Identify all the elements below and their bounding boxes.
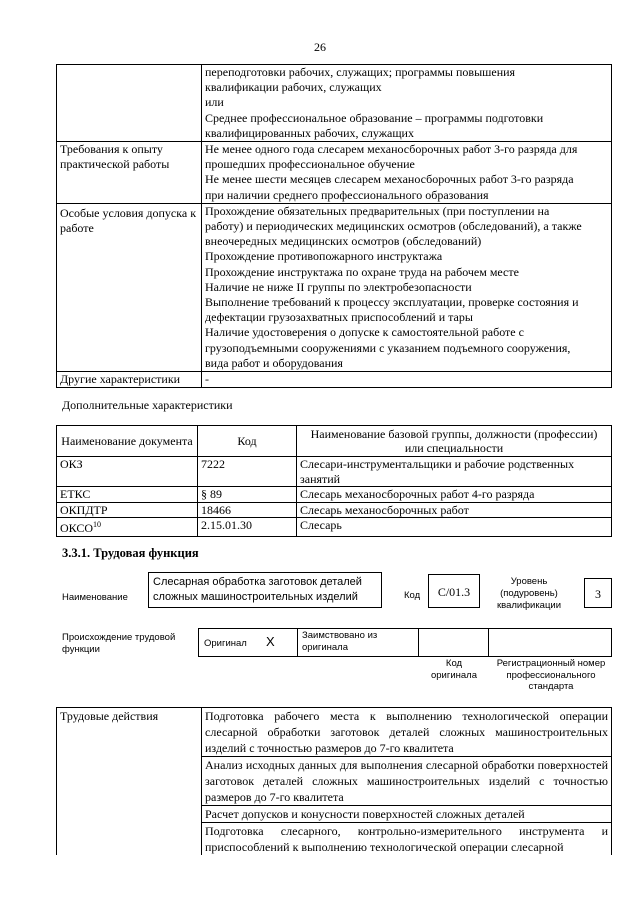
labor-action-item: Анализ исходных данных для выполнения слесарной обработки поверхностей заготовок деталей сложных машиностроительных изделий с точностью размеров до 7-го квалитета: [202, 757, 612, 806]
text-line: переподготовки рабочих, служащих; программы повышения: [205, 65, 516, 79]
table-row: [57, 457, 612, 487]
row-label: Особые условия допуска к работе: [57, 203, 202, 371]
text-line: при наличии среднего профессионального образования: [205, 187, 489, 202]
text-line: прошедших профессиональное обучение: [205, 157, 415, 172]
labor-action-item: Подготовка слесарного, контрольно-измерительного инструмента и приспособлений к выполнению технологической операции слесарной: [202, 823, 612, 856]
row-content: [202, 203, 612, 371]
name-label: Наименование: [62, 592, 128, 603]
level-value: 3: [584, 578, 612, 608]
row-label: Требования к опыту практической работы: [57, 142, 202, 204]
name-cell: Слесарь механосборочных работ: [297, 502, 612, 518]
table-row: [57, 518, 612, 537]
row-label: [57, 65, 202, 142]
origin-label: Происхождение трудовой функции: [62, 632, 176, 655]
name-cell: Слесари-инструментальщики и рабочие родственных занятий: [297, 457, 612, 487]
labor-action-item: Подготовка рабочего места к выполнению технологической операции слесарной обработки заготовок деталей сложных машиностроительных изделий с точностью размеров до 7-го квалитета: [202, 708, 612, 757]
additional-characteristics-table: [56, 425, 612, 537]
doc-text: ОКСО: [60, 521, 94, 535]
text-line: квалифицированных рабочих, служащих: [205, 125, 414, 140]
footnote-ref: 10: [93, 520, 102, 529]
code-cell: 2.15.01.30: [198, 518, 297, 537]
doc-cell: ОКЗ: [57, 457, 198, 487]
text-line: Среднее профессиональное образование – программы подготовки: [205, 110, 544, 125]
original-mark: X: [266, 634, 275, 649]
column-header: Наименование документа: [57, 426, 198, 457]
function-name-value: Слесарная обработка заготовок деталей сложных машиностроительных изделий: [148, 572, 382, 608]
additional-characteristics-title: Дополнительные характеристики: [62, 398, 233, 412]
table-row: [57, 203, 612, 371]
code-original-label: Код оригинала: [430, 658, 477, 681]
text-line: Наличие удостоверения о допуске к самостоятельной работе с: [205, 325, 524, 340]
text-line: или: [205, 95, 224, 110]
text-line: квалификации рабочих, служащих: [205, 80, 382, 95]
row-content: [202, 65, 612, 142]
doc-cell: ОКПДТР: [57, 502, 198, 518]
text-line: Не менее шести месяцев слесарем механосборочных работ 3-го разряда: [205, 172, 574, 187]
divider: [488, 628, 489, 657]
text-line: работу) и периодических медицинских осмотров (обследований), а также: [205, 219, 582, 234]
text-line: вида работ и оборудования: [205, 355, 343, 370]
function-heading: 3.3.1. Трудовая функция: [62, 546, 199, 560]
function-code-value: С/01.3: [428, 574, 480, 608]
level-label: Уровень (подуровень) квалификации: [496, 576, 562, 611]
divider: [418, 628, 419, 657]
original-label: Оригинал: [204, 638, 247, 649]
text-line: Не менее одного года слесарем механосборочных работ 3-го разряда для: [205, 142, 578, 157]
row-label: Другие характеристики: [57, 372, 202, 388]
table-row: [57, 142, 612, 204]
code-cell: 7222: [198, 457, 297, 487]
borrowed-label: Заимствовано из оригинала: [302, 630, 378, 653]
row-label: Трудовые действия: [57, 708, 202, 856]
table-row: [57, 502, 612, 518]
table-header-row: [57, 426, 612, 457]
table-row: [57, 65, 612, 142]
text-line: грузоподъемными сооружениями с указанием подъемного сооружения,: [205, 340, 571, 355]
name-cell: Слесарь: [297, 518, 612, 537]
row-content: -: [202, 372, 612, 388]
name-cell: Слесарь механосборочных работ 4-го разряда: [297, 487, 612, 503]
text-line: Прохождение обязательных предварительных (при поступлении на: [205, 203, 550, 218]
page-number: 26: [314, 40, 326, 54]
doc-cell: [57, 518, 198, 537]
text-line: внеочередных медицинских осмотров (обследований): [205, 234, 482, 249]
labor-action-item: Расчет допусков и конусности поверхностей сложных деталей: [202, 806, 612, 823]
labor-actions-table: [56, 707, 612, 855]
text-line: Прохождение инструктажа по охране труда на рабочем месте: [205, 264, 519, 279]
column-header: Код: [198, 426, 297, 457]
reg-number-label: Регистрационный номер профессионального стандарта: [496, 658, 606, 692]
table-row: [57, 372, 612, 388]
code-cell: § 89: [198, 487, 297, 503]
text-line: Прохождение противопожарного инструктажа: [205, 249, 443, 264]
text-line: дефектации грузозахватных приспособлений и тары: [205, 310, 473, 325]
code-cell: 18466: [198, 502, 297, 518]
code-label: Код: [404, 590, 421, 601]
text-line: Выполнение требований к процессу эксплуатации, проверке состояния и: [205, 295, 579, 310]
table-row: [57, 487, 612, 503]
column-header: Наименование базовой группы, должности (профессии) или специальности: [297, 426, 612, 457]
divider: [297, 628, 298, 657]
row-content: [202, 142, 612, 204]
table-row: [57, 708, 612, 757]
text-line: Наличие не ниже II группы по электробезопасности: [205, 279, 472, 294]
doc-cell: ЕТКС: [57, 487, 198, 503]
qualification-table: [56, 64, 612, 388]
